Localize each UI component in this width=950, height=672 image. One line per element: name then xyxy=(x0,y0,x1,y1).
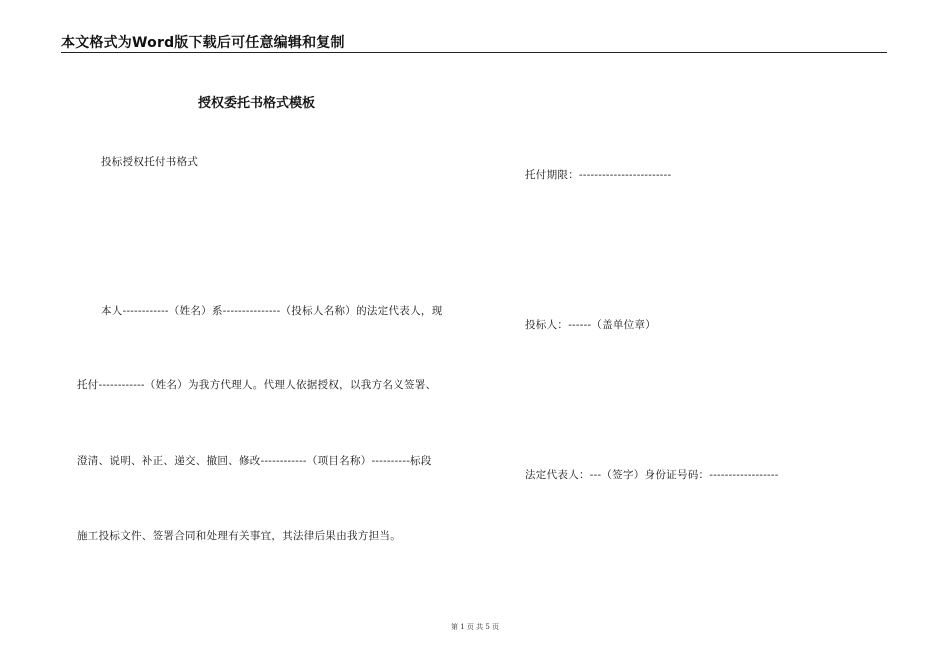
right-field-line: 投标人：------（盖单位章） xyxy=(525,319,657,331)
right-field-line: 法定代表人：---（签字）身份证号码：------------------ xyxy=(525,469,779,481)
document-title: 授权委托书格式模板 xyxy=(198,96,316,111)
header-divider xyxy=(61,52,887,53)
left-paragraph-heading: 投标授权托付书格式 xyxy=(101,156,199,168)
left-paragraph-line: 澄清、说明、补正、递交、撤回、修改------------（项目名称）----------标段 xyxy=(77,455,432,467)
left-paragraph-line: 本人------------（姓名）系---------------（投标人名称）的法定代表人，现 xyxy=(101,305,443,317)
left-paragraph-line: 施工投标文件、签署合同和处理有关事宜，其法律后果由我方担当。 xyxy=(77,530,401,542)
left-paragraph-line: 托付------------（姓名）为我方代理人。代理人依据授权，以我方名义签署、 xyxy=(77,379,437,391)
header-banner: 本文格式为Word版下载后可任意编辑和复制 xyxy=(61,35,345,51)
page-number-footer: 第 1 页 共 5 页 xyxy=(450,623,500,631)
right-field-line: 托付期限：------------------------ xyxy=(525,169,672,181)
